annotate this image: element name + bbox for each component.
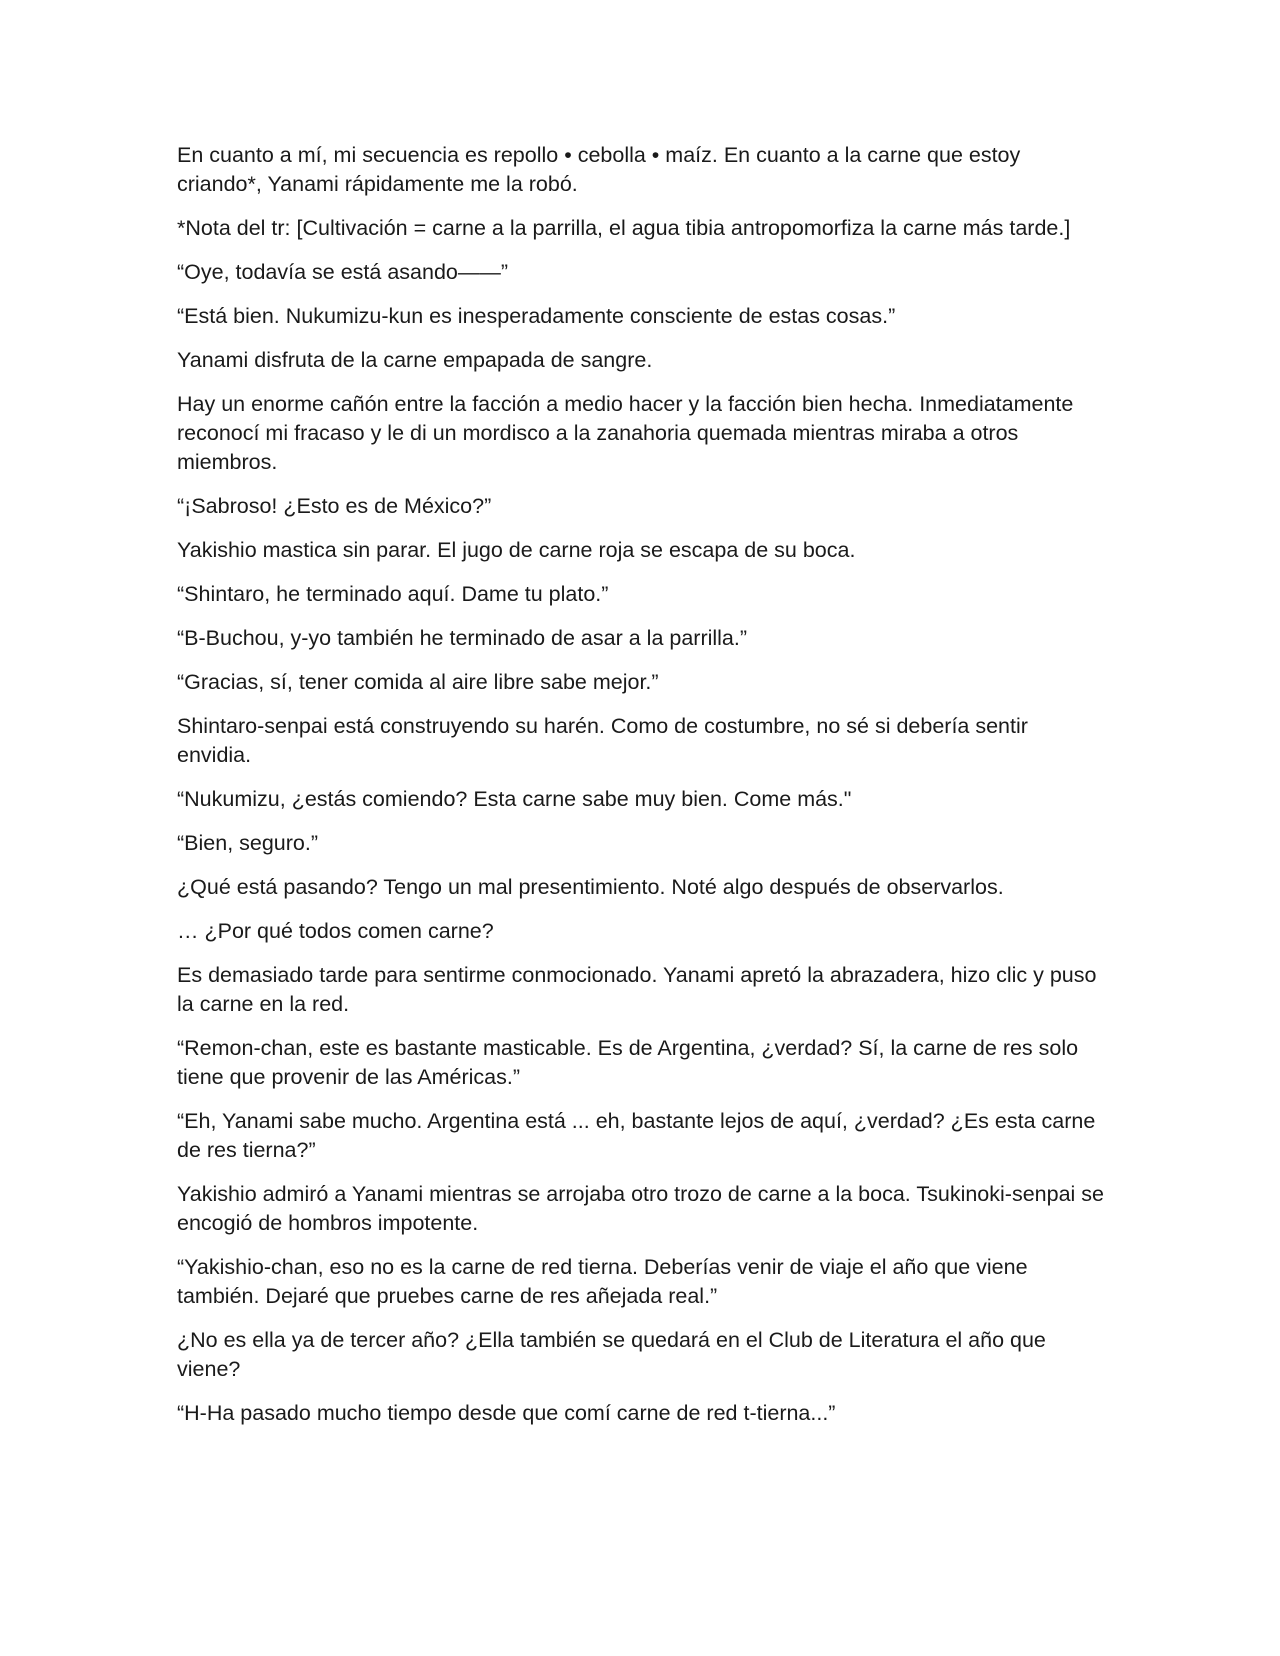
- paragraph: “Gracias, sí, tener comida al aire libre sabe mejor.”: [177, 670, 659, 694]
- paragraph: En cuanto a mí, mi secuencia es repollo • cebolla • maíz. En cuanto a la carne que estoy criando*, Yanami rápidamente me la robó.: [177, 143, 1027, 196]
- paragraph: “¡Sabroso! ¿Esto es de México?”: [177, 494, 492, 518]
- paragraph: “B-Buchou, y-yo también he terminado de asar a la parrilla.”: [177, 626, 748, 650]
- paragraph: “Yakishio-chan, eso no es la carne de red tierna. Deberías venir de viaje el año que viene también. Dejaré que pruebes carne de res añejada real.”: [177, 1255, 1034, 1308]
- paragraph: … ¿Por qué todos comen carne?: [177, 919, 494, 943]
- paragraph: “Nukumizu, ¿estás comiendo? Esta carne sabe muy bien. Come más.": [177, 787, 852, 811]
- paragraph: Hay un enorme cañón entre la facción a medio hacer y la facción bien hecha. Inmediatamente reconocí mi fracaso y le di un mordisco a la zanahoria quemada mientras miraba a otros miembros.: [177, 392, 1080, 474]
- paragraph: “Oye, todavía se está asando——”: [177, 260, 509, 284]
- paragraph: ¿Qué está pasando? Tengo un mal presentimiento. Noté algo después de observarlos.: [177, 875, 1004, 899]
- paragraph: Yakishio admiró a Yanami mientras se arrojaba otro trozo de carne a la boca. Tsukinoki-senpai se encogió de hombros impotente.: [177, 1182, 1110, 1235]
- paragraph: Es demasiado tarde para sentirme conmocionado. Yanami apretó la abrazadera, hizo clic y puso la carne en la red.: [177, 963, 1103, 1016]
- paragraph: “Bien, seguro.”: [177, 831, 319, 855]
- paragraph: Shintaro-senpai está construyendo su harén. Como de costumbre, no sé si debería sentir envidia.: [177, 714, 1034, 767]
- paragraph: “Eh, Yanami sabe mucho. Argentina está ... eh, bastante lejos de aquí, ¿verdad? ¿Es esta carne de res tierna?”: [177, 1109, 1102, 1162]
- document-page: [177, 141, 1110, 1443]
- paragraph: “Shintaro, he terminado aquí. Dame tu plato.”: [177, 582, 609, 606]
- paragraph: “Está bien. Nukumizu-kun es inesperadamente consciente de estas cosas.”: [177, 304, 896, 328]
- paragraph: “Remon-chan, este es bastante masticable. Es de Argentina, ¿verdad? Sí, la carne de res solo tiene que provenir de las Américas.”: [177, 1036, 1085, 1089]
- paragraph: “H-Ha pasado mucho tiempo desde que comí carne de red t-tierna...”: [177, 1401, 836, 1425]
- paragraph: Yakishio mastica sin parar. El jugo de carne roja se escapa de su boca.: [177, 538, 856, 562]
- paragraph: ¿No es ella ya de tercer año? ¿Ella también se quedará en el Club de Literatura el año que viene?: [177, 1328, 1052, 1381]
- translator-note: *Nota del tr: [Cultivación = carne a la parrilla, el agua tibia antropomorfiza la carne más tarde.]: [177, 216, 1071, 240]
- paragraph: Yanami disfruta de la carne empapada de sangre.: [177, 348, 653, 372]
